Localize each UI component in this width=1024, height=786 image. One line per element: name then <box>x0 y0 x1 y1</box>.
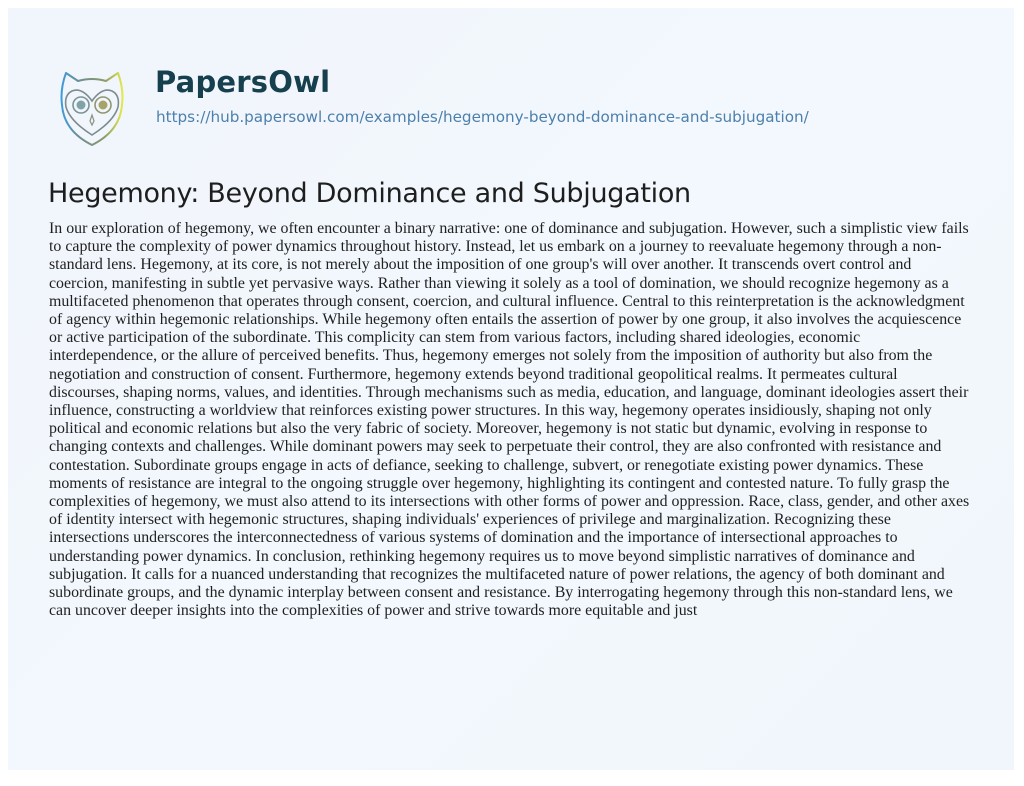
body-line: changing contexts and challenges. While dominant powers may seek to perpetuate their control, they are also confronted with resistance and <box>49 438 942 456</box>
article-body <box>49 220 1009 620</box>
body-line: complexities of hegemony, we must also attend to its intersections with other forms of power and oppression. Race, class, gender, and other axes <box>49 493 970 511</box>
body-line: In our exploration of hegemony, we often encounter a binary narrative: one of dominance and subjugation. However, such a simplistic view fails <box>49 220 969 237</box>
body-line: negotiation and construction of consent. Furthermore, hegemony extends beyond traditional geopolitical realms. It permeates cultural <box>49 365 898 383</box>
body-line: discourses, shaping norms, values, and identities. Through mechanisms such as media, education, and language, dominant ideologies assert their <box>49 383 969 401</box>
owl-logo-icon[interactable] <box>52 65 132 149</box>
brand-name[interactable]: PapersOwl <box>155 65 331 99</box>
body-line: influence, constructing a worldview that reinforces existing power structures. In this way, hegemony operates insidiously, shaping not only <box>49 402 932 420</box>
body-line: subjugation. It calls for a nuanced understanding that recognizes the multifaceted nature of power relations, the agency of both dominant and <box>49 565 945 583</box>
body-line: moments of resistance are integral to the ongoing struggle over hegemony, highlighting its contingent and contested nature. To fully grasp the <box>49 474 950 492</box>
body-line: or active participation of the subordinate. This complicity can stem from various factors, including shared ideologies, economic <box>49 329 861 347</box>
body-line: to capture the complexity of power dynamics throughout history. Instead, let us embark on a journey to reevaluate hegemony through a non- <box>49 238 942 256</box>
body-line: interdependence, or the allure of perceived benefits. Thus, hegemony emerges not solely from the imposition of authority but also from the <box>49 347 933 365</box>
page-card <box>8 8 1014 770</box>
article-title: Hegemony: Beyond Dominance and Subjugation <box>48 178 691 209</box>
body-line: intersections underscores the interconnectedness of various systems of domination and the importance of intersectional approaches to <box>49 529 898 547</box>
body-line: understanding power dynamics. In conclusion, rethinking hegemony requires us to move beyond simplistic narratives of dominance and <box>49 547 915 565</box>
body-line: standard lens. Hegemony, at its core, is not merely about the imposition of one group's will over another. It transcends overt control and <box>49 256 912 274</box>
body-line: coercion, manifesting in subtle yet pervasive ways. Rather than viewing it solely as a tool of domination, we should recognize hegemony as a <box>49 274 949 292</box>
body-line: subordinate groups, and the dynamic interplay between consent and resistance. By interrogating hegemony through this non-standard lens, we <box>49 584 953 602</box>
body-line: political and economic relations but also the very fabric of society. Moreover, hegemony is not static but dynamic, evolving in response to <box>49 420 928 438</box>
body-line: of agency within hegemonic relationships. While hegemony often entails the assertion of power by one group, it also involves the acquiescence <box>49 311 962 329</box>
body-line: can uncover deeper insights into the complexities of power and strive towards more equitable and just <box>49 602 698 620</box>
page-url-link[interactable]: https://hub.papersowl.com/examples/hegemony-beyond-dominance-and-subjugation/ <box>156 108 809 126</box>
site-header <box>8 8 1014 168</box>
body-line: multifaceted phenomenon that operates through consent, coercion, and cultural influence. Central to this reinterpretation is the acknowledgment <box>49 292 965 310</box>
body-line: contestation. Subordinate groups engage in acts of defiance, seeking to challenge, subvert, or renegotiate existing power dynamics. These <box>49 456 924 474</box>
body-line: of identity intersect with hegemonic structures, shaping individuals' experiences of privilege and marginalization. Recognizing these <box>49 511 891 529</box>
